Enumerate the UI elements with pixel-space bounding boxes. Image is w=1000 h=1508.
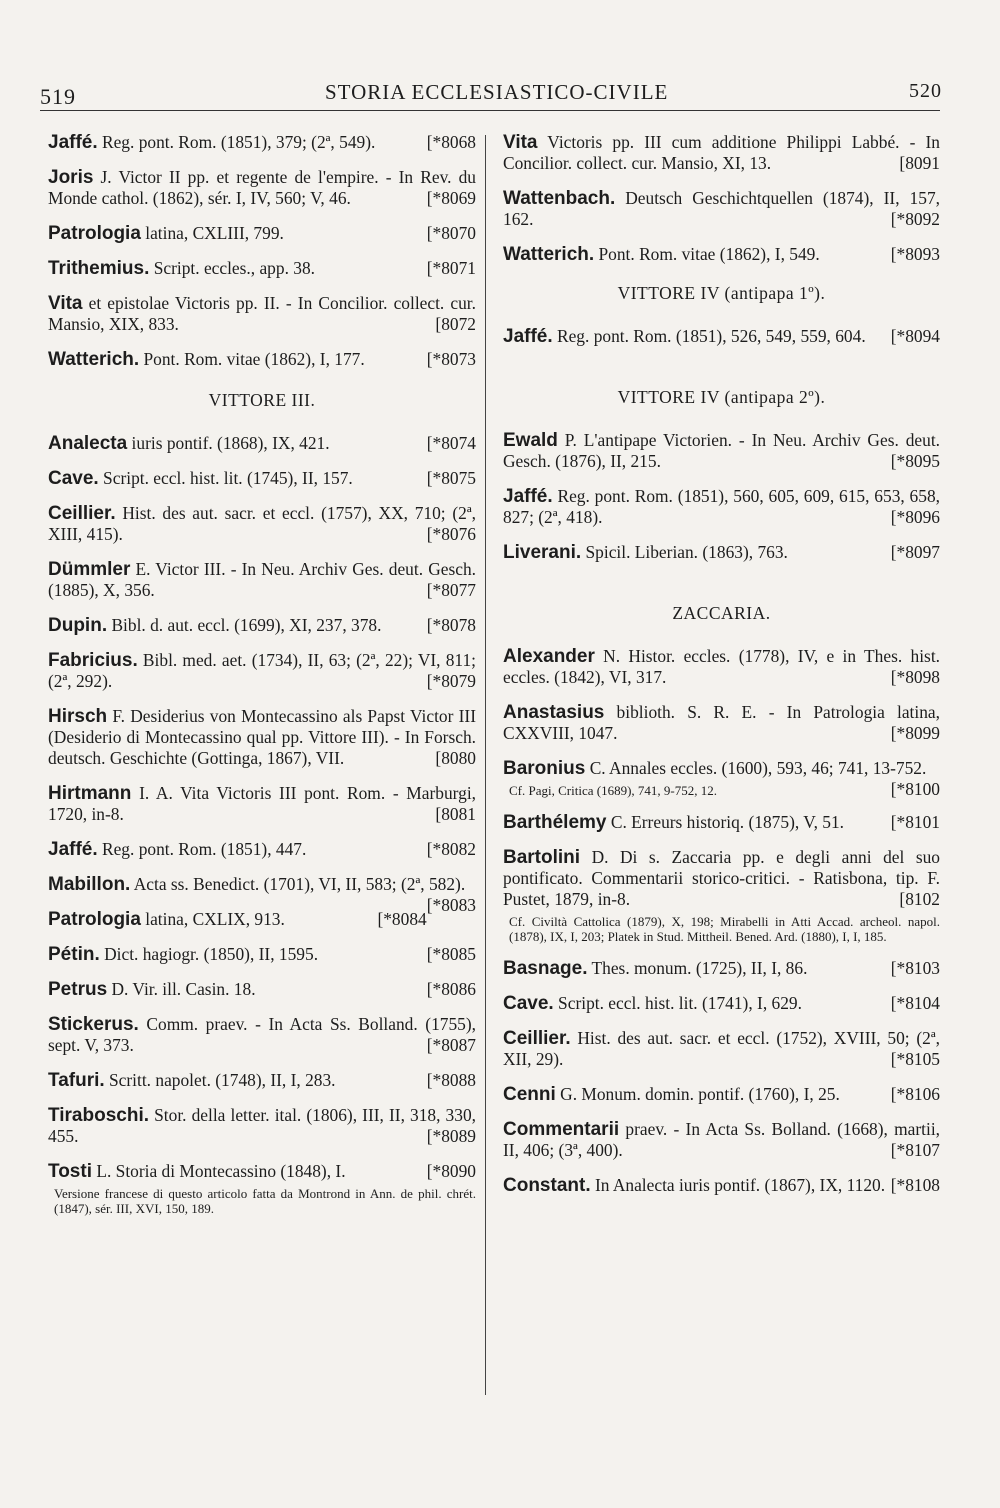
bibliography-entry bbox=[503, 702, 940, 744]
entry-author: Cave. bbox=[503, 993, 554, 1014]
bibliography-entry bbox=[48, 783, 476, 825]
entry-author: Joris bbox=[48, 167, 94, 188]
entry-author: Baronius bbox=[503, 758, 586, 779]
entry-citation: latina, CXLIII, 799. bbox=[140, 223, 284, 243]
entry-author: Watterich. bbox=[503, 244, 595, 265]
entry-number: [*8106 bbox=[890, 1084, 940, 1104]
entry-citation: G. Monum. domin. pontif. (1760), I, 25. bbox=[555, 1084, 840, 1104]
entry-citation: Pont. Rom. vitae (1862), I, 177. bbox=[139, 349, 365, 369]
entry-author: Vita bbox=[503, 132, 538, 153]
entry-citation: Bibl. med. aet. (1734), II, 63; (2ª, 22); VI, 811; (2ª, 292). bbox=[48, 650, 476, 691]
bibliography-entry bbox=[503, 188, 940, 230]
entry-number: [*8100 bbox=[890, 779, 940, 799]
entry-number: [*8105 bbox=[890, 1049, 940, 1069]
bibliography-entry bbox=[503, 646, 940, 688]
entry-number: [*8089 bbox=[426, 1126, 476, 1146]
entry-number: [*8090 bbox=[426, 1161, 476, 1181]
running-title: STORIA ECCLESIASTICO-CIVILE bbox=[325, 80, 669, 104]
entry-number: [8081 bbox=[435, 804, 476, 824]
right-column bbox=[503, 132, 940, 1210]
entry-citation: Hist. des aut. sacr. et eccl. (1757), XX, 710; (2ª, XIII, 415). bbox=[48, 503, 476, 544]
entry-citation: Reg. pont. Rom. (1851), 447. bbox=[97, 839, 307, 859]
entry-number: [*8108 bbox=[890, 1175, 940, 1195]
entry-number: [*8068 bbox=[426, 132, 476, 152]
entry-number: [*8093 bbox=[890, 244, 940, 264]
entry-citation: Reg. pont. Rom. (1851), 379; (2ª, 549). bbox=[97, 132, 376, 152]
bibliography-entry bbox=[48, 1014, 476, 1056]
entry-number: [*8075 bbox=[426, 468, 476, 488]
entry-citation: L. Storia di Montecassino (1848), I. bbox=[91, 1161, 346, 1181]
entry-author: Constant. bbox=[503, 1175, 591, 1196]
bibliography-entry bbox=[48, 706, 476, 769]
entry-author: Ceillier. bbox=[503, 1028, 571, 1049]
entry-number: [*8094 bbox=[890, 326, 940, 346]
entry-author: Anastasius bbox=[503, 702, 605, 723]
entry-citation: N. Histor. eccles. (1778), IV, e in Thes. hist. eccles. (1842), VI, 317. bbox=[503, 646, 940, 687]
entry-citation: Scritt. napolet. (1748), II, I, 283. bbox=[104, 1070, 336, 1090]
bibliography-entry bbox=[503, 486, 940, 528]
entry-author: Ewald bbox=[503, 430, 558, 451]
entry-author: Patrologia bbox=[48, 909, 141, 930]
entry-citation: C. Annales eccles. (1600), 593, 46; 741, 13-752. bbox=[585, 758, 927, 778]
entry-citation: Bibl. d. aut. eccl. (1699), XI, 237, 378. bbox=[107, 615, 382, 635]
entry-citation: Script. eccles., app. 38. bbox=[149, 258, 316, 278]
page-header bbox=[40, 78, 940, 112]
entry-author: Jaffé. bbox=[48, 839, 98, 860]
entry-author: Mabillon. bbox=[48, 874, 131, 895]
entry-number: [*8097 bbox=[890, 542, 940, 562]
entry-author: Tiraboschi. bbox=[48, 1105, 150, 1126]
entry-author: Watterich. bbox=[48, 349, 140, 370]
bibliography-entry bbox=[48, 909, 476, 930]
bibliography-entry bbox=[503, 1084, 940, 1105]
bibliography-entry bbox=[48, 349, 476, 370]
entry-number: [8072 bbox=[435, 314, 476, 334]
entry-citation: E. Victor III. - In Neu. Archiv Ges. deut. Gesch. (1885), X, 356. bbox=[48, 559, 476, 600]
entry-citation: biblioth. S. R. E. - In Patrologia latina, CXXVIII, 1047. bbox=[503, 702, 940, 743]
bibliography-entry bbox=[48, 944, 476, 965]
entry-citation: iuris pontif. (1868), IX, 421. bbox=[127, 433, 330, 453]
entry-number: [*8087 bbox=[426, 1035, 476, 1055]
entry-author: Tosti bbox=[48, 1161, 92, 1182]
bibliography-entry bbox=[48, 167, 476, 209]
bibliography-entry bbox=[48, 1105, 476, 1147]
entry-number: [*8099 bbox=[890, 723, 940, 743]
entry-number: [*8083 bbox=[426, 895, 476, 915]
left-entry-list bbox=[48, 433, 476, 1216]
entry-citation: Acta ss. Benedict. (1701), VI, II, 583; (2ª, 582). bbox=[130, 874, 466, 894]
entry-author: Pétin. bbox=[48, 944, 100, 965]
bibliography-entry bbox=[503, 430, 940, 472]
entry-author: Jaffé. bbox=[48, 132, 98, 153]
entry-author: Dümmler bbox=[48, 559, 131, 580]
bibliography-entry bbox=[503, 542, 940, 563]
right-intro-list bbox=[503, 132, 940, 265]
right-section3-list bbox=[503, 646, 940, 1196]
entry-citation: Pont. Rom. vitae (1862), I, 549. bbox=[594, 244, 820, 264]
entry-number: [*8077 bbox=[426, 580, 476, 600]
entry-author: Fabricius. bbox=[48, 650, 138, 671]
entry-author: Dupin. bbox=[48, 615, 108, 636]
entry-author: Alexander bbox=[503, 646, 595, 667]
entry-citation: latina, CXLIX, 913. bbox=[140, 909, 285, 929]
entry-number: [*8088 bbox=[426, 1070, 476, 1090]
entry-author: Stickerus. bbox=[48, 1014, 139, 1035]
entry-citation: Reg. pont. Rom. (1851), 560, 605, 609, 615, 653, 658, 827; (2ª, 418). bbox=[503, 486, 940, 527]
entry-citation: F. Desiderius von Montecassino als Papst Victor III (Desiderio di Montecassino qual pp. Vittore III). - In Forsch. deutsch. Geschichte (Gottinga, 1867), VII. bbox=[48, 706, 476, 768]
page-number-left: 519 bbox=[40, 84, 76, 109]
bibliography-entry bbox=[48, 650, 476, 692]
entry-citation: Deutsch Geschichtquellen (1874), II, 157, 162. bbox=[503, 188, 940, 229]
entry-note: Cf. Pagi, Critica (1689), 741, 9-752, 12. bbox=[509, 783, 717, 798]
entry-number: [*8069 bbox=[426, 188, 476, 208]
bibliography-entry bbox=[48, 874, 476, 915]
bibliography-entry bbox=[48, 1161, 476, 1216]
bibliography-entry bbox=[48, 559, 476, 601]
entry-number: [8102 bbox=[899, 889, 940, 909]
entry-citation: Stor. della letter. ital. (1806), III, II, 318, 330, 455. bbox=[48, 1105, 476, 1146]
entry-author: Jaffé. bbox=[503, 486, 553, 507]
entry-citation: Reg. pont. Rom. (1851), 526, 549, 559, 604. bbox=[552, 326, 866, 346]
entry-number: [*8074 bbox=[426, 433, 476, 453]
entry-citation: praev. - In Acta Ss. Bolland. (1668), martii, II, 406; (3ª, 400). bbox=[503, 1119, 940, 1160]
bibliography-entry bbox=[48, 503, 476, 545]
section-title-vittore-iv-1: VITTORE IV (antipapa 1º). bbox=[617, 283, 826, 303]
right-section1-list bbox=[503, 326, 940, 347]
entry-author: Commentarii bbox=[503, 1119, 620, 1140]
entry-author: Analecta bbox=[48, 433, 128, 454]
entry-author: Bartolini bbox=[503, 847, 581, 868]
bibliography-entry bbox=[48, 839, 476, 860]
bibliography-entry bbox=[503, 847, 940, 944]
right-section2-list bbox=[503, 430, 940, 563]
bibliography-entry bbox=[503, 958, 940, 979]
entry-number: [*8096 bbox=[890, 507, 940, 527]
entry-citation: et epistolae Victoris pp. II. - In Concilior. collect. cur. Mansio, XIX, 833. bbox=[48, 293, 476, 334]
entry-author: Liverani. bbox=[503, 542, 582, 563]
section-title-vittore-iii: VITTORE III. bbox=[208, 390, 316, 410]
entry-citation: Script. eccl. hist. lit. (1745), II, 157. bbox=[98, 468, 353, 488]
entry-number: [*8084 bbox=[377, 909, 427, 929]
entry-number: [*8078 bbox=[426, 615, 476, 635]
entry-author: Wattenbach. bbox=[503, 188, 616, 209]
entry-number: [*8073 bbox=[426, 349, 476, 369]
header-rule bbox=[40, 110, 940, 111]
bibliography-entry bbox=[503, 326, 940, 347]
entry-citation: D. Di s. Zaccaria pp. e degli anni del suo pontificato. Commentarii storico-critici. - Ratisbona, tip. F. Pustet, 1879, in-8. bbox=[503, 847, 940, 909]
bibliography-entry bbox=[48, 979, 476, 1000]
entry-number: [*8070 bbox=[426, 223, 476, 243]
entry-author: Ceillier. bbox=[48, 503, 116, 524]
bibliography-entry bbox=[503, 1119, 940, 1161]
entry-author: Trithemius. bbox=[48, 258, 150, 279]
entry-number: [*8101 bbox=[890, 812, 940, 832]
bibliography-entry bbox=[503, 244, 940, 265]
entry-citation: Victoris pp. III cum additione Philippi Labbé. - In Concilior. collect. cur. Mansio, XI, 13. bbox=[503, 132, 940, 173]
entry-citation: Comm. praev. - In Acta Ss. Bolland. (1755), sept. V, 373. bbox=[48, 1014, 476, 1055]
bibliography-entry bbox=[48, 258, 476, 279]
entry-author: Hirtmann bbox=[48, 783, 132, 804]
entry-author: Barthélemy bbox=[503, 812, 607, 833]
entry-number: [*8082 bbox=[426, 839, 476, 859]
entry-number: [*8076 bbox=[426, 524, 476, 544]
section-title-vittore-iv-2: VITTORE IV (antipapa 2º). bbox=[617, 387, 826, 407]
page-number-right: 520 bbox=[909, 80, 942, 102]
entry-citation: Thes. monum. (1725), II, I, 86. bbox=[587, 958, 808, 978]
entry-number: [8091 bbox=[899, 153, 940, 173]
entry-citation: D. Vir. ill. Casin. 18. bbox=[107, 979, 256, 999]
entry-number: [*8098 bbox=[890, 667, 940, 687]
entry-citation: P. L'antipape Victorien. - In Neu. Archiv Ges. deut. Gesch. (1876), II, 215. bbox=[503, 430, 940, 471]
entry-number: [*8085 bbox=[426, 944, 476, 964]
entry-author: Cenni bbox=[503, 1084, 556, 1105]
entry-note: Versione francese di questo articolo fatta da Montrond in Ann. de phil. chrét. (1847), sér. III, XVI, 150, 189. bbox=[54, 1186, 476, 1216]
bibliography-entry bbox=[503, 993, 940, 1014]
entry-number: [*8107 bbox=[890, 1140, 940, 1160]
entry-number: [*8104 bbox=[890, 993, 940, 1013]
bibliography-entry bbox=[48, 293, 476, 335]
entry-citation: Dict. hagiogr. (1850), II, 1595. bbox=[99, 944, 319, 964]
entry-citation: Spicil. Liberian. (1863), 763. bbox=[581, 542, 788, 562]
bibliography-entry bbox=[48, 223, 476, 244]
bibliography-entry bbox=[503, 132, 940, 174]
entry-author: Basnage. bbox=[503, 958, 588, 979]
entry-author: Petrus bbox=[48, 979, 108, 1000]
bibliography-entry bbox=[503, 1175, 940, 1196]
entry-number: [*8079 bbox=[426, 671, 476, 691]
entry-number: [*8086 bbox=[426, 979, 476, 999]
entry-number: [*8095 bbox=[890, 451, 940, 471]
entry-number: [*8071 bbox=[426, 258, 476, 278]
entry-number: [8080 bbox=[435, 748, 476, 768]
left-column bbox=[48, 132, 476, 1230]
entry-author: Cave. bbox=[48, 468, 99, 489]
bibliography-entry bbox=[48, 132, 476, 153]
entry-citation: In Analecta iuris pontif. (1867), IX, 1120. bbox=[590, 1175, 886, 1195]
bibliography-entry bbox=[503, 758, 940, 798]
bibliography-entry bbox=[503, 812, 940, 833]
bibliography-entry bbox=[48, 615, 476, 636]
column-divider bbox=[485, 135, 486, 1395]
bibliography-entry bbox=[48, 1070, 476, 1091]
section-title-zaccaria: ZACCARIA. bbox=[672, 603, 771, 623]
left-intro-list bbox=[48, 132, 476, 370]
bibliography-entry bbox=[503, 1028, 940, 1070]
entry-citation: J. Victor II pp. et regente de l'empire. - In Rev. du Monde cathol. (1862), sér. I, IV, 560; V, 46. bbox=[48, 167, 476, 208]
entry-number: [*8092 bbox=[890, 209, 940, 229]
entry-author: Vita bbox=[48, 293, 83, 314]
entry-author: Jaffé. bbox=[503, 326, 553, 347]
entry-citation: Hist. des aut. sacr. et eccl. (1752), XVIII, 50; (2ª, XII, 29). bbox=[503, 1028, 940, 1069]
bibliography-entry bbox=[48, 468, 476, 489]
entry-citation: Script. eccl. hist. lit. (1741), I, 629. bbox=[553, 993, 802, 1013]
entry-author: Tafuri. bbox=[48, 1070, 105, 1091]
entry-citation: C. Erreurs historiq. (1875), V, 51. bbox=[606, 812, 844, 832]
entry-author: Patrologia bbox=[48, 223, 141, 244]
entry-author: Hirsch bbox=[48, 706, 108, 727]
entry-number: [*8103 bbox=[890, 958, 940, 978]
entry-citation: I. A. Vita Victoris III pont. Rom. - Marburgi, 1720, in-8. bbox=[48, 783, 476, 824]
entry-note: Cf. Civiltà Cattolica (1879), X, 198; Mirabelli in Atti Accad. archeol. napol. (1878), IX, I, 203; Platek in Stud. Mittheil. Bened. Ard. (1880), I, I, 185. bbox=[509, 914, 940, 944]
bibliography-entry bbox=[48, 433, 476, 454]
